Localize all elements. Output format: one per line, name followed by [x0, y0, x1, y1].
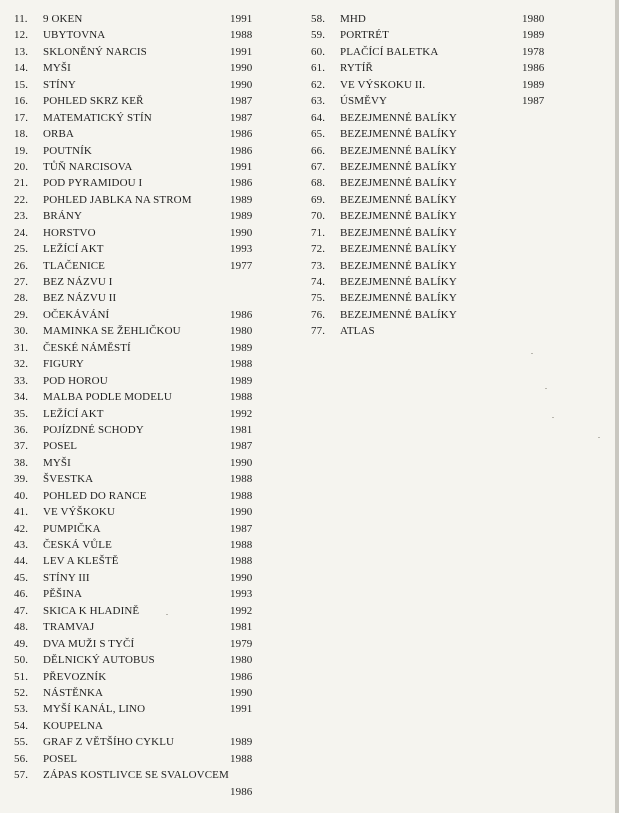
item-year: 1979 [230, 637, 253, 650]
list-item [14, 274, 284, 290]
list-item [14, 126, 284, 142]
list-item [14, 373, 284, 389]
item-year: 1990 [230, 571, 253, 584]
item-number: 18. [14, 128, 29, 141]
item-number: 41. [14, 506, 29, 519]
item-title: BEZEJMENNÉ BALÍKY [340, 259, 457, 272]
item-title: PORTRÉT [340, 29, 389, 42]
list-item [311, 274, 551, 290]
item-title: BEZEJMENNÉ BALÍKY [340, 160, 457, 173]
list-item [311, 241, 551, 257]
list-item [14, 586, 284, 602]
item-number: 74. [311, 276, 326, 288]
item-year: 1987 [230, 522, 253, 535]
item-title: PLAČÍCÍ BALETKA [340, 45, 439, 58]
list-item [311, 307, 551, 323]
item-title: BEZEJMENNÉ BALÍKY [340, 193, 457, 206]
item-number: 61. [311, 62, 326, 75]
item-number: 67. [311, 160, 326, 173]
item-number: 70. [311, 210, 326, 223]
item-title: NÁSTĚNKA [43, 686, 104, 699]
list-item [14, 488, 284, 504]
item-number: 43. [14, 539, 29, 551]
item-title: ORBA [43, 128, 74, 141]
item-title: ČESKÁ VŮLE [43, 539, 112, 551]
item-title: BEZEJMENNÉ BALÍKY [340, 276, 457, 288]
item-title: POHLED DO RANCE [43, 489, 147, 502]
item-title: ÚSMĚVY [340, 95, 388, 108]
item-title: TRAMVAJ [43, 621, 95, 634]
list-item [14, 143, 284, 159]
item-title: LEV A KLEŠTĚ [43, 555, 119, 568]
list-item [14, 455, 284, 471]
item-number: 16. [14, 95, 29, 108]
list-item [14, 504, 284, 520]
list-item [311, 93, 551, 109]
item-number: 35. [14, 407, 29, 420]
list-item [311, 143, 551, 159]
item-number: 55. [14, 736, 29, 749]
item-title: PĚŠINA [43, 588, 83, 601]
list-item [14, 208, 284, 224]
list-item [14, 438, 284, 454]
item-year: 1993 [230, 588, 253, 601]
item-title: BEZEJMENNÉ BALÍKY [340, 128, 457, 141]
item-title: MAMINKA SE ŽEHLIČKOU [43, 325, 181, 338]
item-year: 1981 [230, 423, 253, 436]
item-number: 38. [14, 456, 29, 469]
list-item [14, 77, 284, 93]
item-year: 1988 [230, 555, 253, 568]
item-year: 1989 [230, 193, 253, 206]
list-item [14, 323, 284, 339]
list-item [311, 27, 551, 43]
item-number: 53. [14, 703, 29, 716]
item-title: ŠVESTKA [43, 473, 94, 486]
list-item [311, 110, 551, 126]
item-number: 59. [311, 29, 326, 42]
list-item [311, 60, 551, 76]
item-title: MYŠI [43, 62, 71, 75]
item-number: 17. [14, 111, 29, 124]
item-number: 29. [14, 308, 29, 321]
item-number: 72. [311, 243, 326, 256]
list-item [14, 356, 284, 372]
item-number: 36. [14, 423, 29, 436]
item-year: 1991 [230, 703, 253, 716]
item-number: 66. [311, 144, 326, 157]
item-number: 20. [14, 160, 29, 173]
list-item [14, 389, 284, 405]
list-item [14, 225, 284, 241]
item-year: 1978 [522, 45, 545, 58]
item-number: 11. [14, 13, 28, 25]
item-number: 69. [311, 193, 326, 206]
item-title: BEZ NÁZVU I [43, 276, 113, 288]
item-year: 1989 [230, 341, 253, 354]
item-year: 1991 [230, 160, 253, 173]
list-item [14, 619, 284, 635]
item-title: MYŠÍ KANÁL, LINO [43, 703, 146, 716]
list-item [14, 175, 284, 191]
item-number: 71. [311, 226, 326, 239]
item-title: BRÁNY [43, 210, 83, 223]
list-item [311, 290, 551, 306]
list-item [14, 60, 284, 76]
item-number: 44. [14, 555, 29, 568]
item-year: 1989 [230, 374, 253, 387]
item-number: 65. [311, 128, 326, 141]
item-year: 1990 [230, 62, 253, 75]
item-title: POUTNÍK [43, 144, 92, 157]
item-title: BEZEJMENNÉ BALÍKY [340, 177, 457, 190]
item-title: ZÁPAS KOSTLIVCE SE SVALOVCEM [43, 769, 229, 782]
item-title: BEZ NÁZVU II [43, 292, 117, 305]
list-item [311, 323, 551, 339]
item-title: HORSTVO [43, 226, 96, 239]
list-item [14, 751, 284, 767]
item-number: 52. [14, 686, 29, 699]
paper-speck [545, 388, 547, 389]
item-title: POHLED SKRZ KEŘ [43, 95, 144, 108]
item-title: MATEMATICKÝ STÍN [43, 111, 152, 124]
item-year: 1981 [230, 621, 253, 634]
item-title: BEZEJMENNÉ BALÍKY [340, 111, 457, 124]
item-year: 1986 [230, 670, 253, 683]
item-title: POD HOROU [43, 374, 108, 387]
item-number: 64. [311, 111, 326, 124]
item-number: 39. [14, 473, 29, 486]
item-number: 60. [311, 45, 326, 58]
paper-speck [552, 417, 554, 418]
item-number: 68. [311, 177, 326, 190]
item-title: KOUPELNA [43, 719, 104, 732]
list-item [14, 553, 284, 569]
list-item [14, 422, 284, 438]
item-title: MHD [340, 13, 366, 25]
list-item [14, 93, 284, 109]
item-title: STÍNY [43, 78, 76, 91]
list-item [14, 685, 284, 701]
item-number: 45. [14, 571, 29, 584]
list-item [14, 192, 284, 208]
item-title: MYŠI [43, 456, 71, 469]
list-item [14, 636, 284, 652]
item-year: 1989 [522, 29, 545, 42]
item-title: RYTÍŘ [340, 62, 373, 75]
item-number: 22. [14, 193, 29, 206]
item-number: 12. [14, 29, 29, 42]
item-year: 1990 [230, 456, 253, 469]
item-title: BEZEJMENNÉ BALÍKY [340, 243, 457, 256]
list-item [14, 570, 284, 586]
item-title: MALBA PODLE MODELU [43, 391, 172, 404]
item-number: 48. [14, 621, 29, 634]
item-year: 1987 [522, 95, 545, 108]
list-item [14, 718, 284, 734]
item-year: 1987 [230, 111, 253, 124]
item-year: 1989 [230, 210, 253, 223]
item-year: 1988 [230, 358, 253, 371]
item-title: BEZEJMENNÉ BALÍKY [340, 308, 457, 321]
list-item [14, 290, 284, 306]
list-item [14, 471, 284, 487]
item-year: 1988 [230, 489, 253, 502]
item-number: 42. [14, 522, 29, 535]
list-item [14, 44, 284, 60]
artwork-list-right [311, 11, 551, 340]
item-title: BEZEJMENNÉ BALÍKY [340, 226, 457, 239]
list-item [14, 241, 284, 257]
item-number: 47. [14, 604, 29, 617]
item-number: 75. [311, 292, 326, 305]
item-number: 50. [14, 654, 29, 667]
list-item [14, 537, 284, 553]
item-title: POSEL [43, 752, 78, 765]
item-number: 14. [14, 62, 29, 75]
item-year: 1991 [230, 13, 253, 25]
item-title: POHLED JABLKA NA STROM [43, 193, 192, 206]
item-year: 1990 [230, 226, 253, 239]
list-item [311, 77, 551, 93]
item-year: 1991 [230, 45, 253, 58]
item-number: 63. [311, 95, 326, 108]
item-number: 15. [14, 78, 29, 91]
item-title: TLAČENICE [43, 259, 106, 272]
item-year: 1986 [230, 128, 253, 141]
item-number: 27. [14, 276, 29, 288]
item-title: DVA MUŽI S TYČÍ [43, 637, 135, 650]
list-item [311, 126, 551, 142]
item-number: 57. [14, 769, 29, 782]
item-title: ATLAS [340, 325, 375, 338]
list-item [14, 603, 284, 619]
item-title: POJÍZDNÉ SCHODY [43, 423, 144, 436]
item-title: FIGURY [43, 358, 84, 371]
item-title: DĚLNICKÝ AUTOBUS [43, 654, 155, 667]
item-year: 1986 [522, 62, 545, 75]
item-title: PUMPIČKA [43, 522, 101, 535]
item-title: LEŽÍCÍ AKT [43, 243, 104, 256]
item-title: SKLONĚNÝ NARCIS [43, 45, 147, 58]
page-edge-shadow [615, 0, 619, 813]
list-item [311, 11, 551, 27]
item-title: ČESKÉ NÁMĚSTÍ [43, 341, 131, 354]
list-item [14, 701, 284, 717]
item-year: 1993 [230, 243, 253, 256]
artwork-list-left [14, 11, 284, 800]
item-number: 37. [14, 440, 29, 453]
item-number: 58. [311, 13, 326, 25]
item-year: 1990 [230, 78, 253, 91]
item-year: 1988 [230, 752, 253, 765]
list-item [14, 521, 284, 537]
item-year: 1988 [230, 391, 253, 404]
paper-speck [166, 614, 168, 615]
item-year: 1988 [230, 539, 253, 551]
item-number: 24. [14, 226, 29, 239]
item-year: 1988 [230, 473, 253, 486]
item-title: PŘEVOZNÍK [43, 670, 107, 683]
item-year: 1977 [230, 259, 253, 272]
list-item [311, 159, 551, 175]
item-number: 49. [14, 637, 29, 650]
item-number: 28. [14, 292, 29, 305]
item-number: 51. [14, 670, 29, 683]
paper-speck [531, 353, 533, 354]
item-number: 62. [311, 78, 326, 91]
list-item [311, 175, 551, 191]
item-title: OČEKÁVÁNÍ [43, 308, 110, 321]
list-item [311, 258, 551, 274]
list-item [311, 192, 551, 208]
list-item [14, 110, 284, 126]
list-item [14, 11, 284, 27]
item-number: 31. [14, 341, 29, 354]
item-number: 76. [311, 308, 326, 321]
item-year: 1990 [230, 686, 253, 699]
list-item [14, 307, 284, 323]
item-title: STÍNY III [43, 571, 90, 584]
item-title: BEZEJMENNÉ BALÍKY [340, 144, 457, 157]
item-number: 23. [14, 210, 29, 223]
item-title: SKICA K HLADINĚ [43, 604, 140, 617]
item-year: 1986 [230, 144, 253, 157]
item-title: GRAF Z VĚTŠÍHO CYKLU [43, 736, 175, 749]
item-number: 21. [14, 177, 29, 190]
item-year: 1987 [230, 95, 253, 108]
item-title: LEŽÍCÍ AKT [43, 407, 104, 420]
item-number: 77. [311, 325, 326, 338]
item-year: 1980 [230, 654, 253, 667]
item-year: 1986 [230, 785, 253, 798]
list-item [14, 767, 284, 800]
item-year: 1986 [230, 308, 253, 321]
item-number: 26. [14, 259, 29, 272]
item-year: 1987 [230, 440, 253, 453]
list-item [311, 44, 551, 60]
item-year: 1980 [230, 325, 253, 338]
item-number: 13. [14, 45, 29, 58]
item-number: 46. [14, 588, 29, 601]
item-number: 33. [14, 374, 29, 387]
item-year: 1989 [230, 736, 253, 749]
list-item [14, 27, 284, 43]
item-year: 1992 [230, 604, 253, 617]
item-year: 1986 [230, 177, 253, 190]
item-number: 73. [311, 259, 326, 272]
list-item [14, 406, 284, 422]
item-number: 25. [14, 243, 29, 256]
item-title: UBYTOVNA [43, 29, 106, 42]
item-title: POD PYRAMIDOU I [43, 177, 143, 190]
list-item [14, 159, 284, 175]
item-number: 32. [14, 358, 29, 371]
item-title: BEZEJMENNÉ BALÍKY [340, 210, 457, 223]
item-year: 1992 [230, 407, 253, 420]
item-title: VE VÝSKOKU II. [340, 78, 426, 91]
item-title: VE VÝŠKOKU [43, 506, 115, 519]
list-item [14, 734, 284, 750]
item-year: 1990 [230, 506, 253, 519]
item-number: 30. [14, 325, 29, 338]
list-item [14, 669, 284, 685]
item-title: 9 OKEN [43, 13, 83, 25]
item-year: 1988 [230, 29, 253, 42]
item-number: 19. [14, 144, 29, 157]
item-title: BEZEJMENNÉ BALÍKY [340, 292, 457, 305]
item-year: 1989 [522, 78, 545, 91]
item-number: 56. [14, 752, 29, 765]
item-number: 40. [14, 489, 29, 502]
item-number: 34. [14, 391, 29, 404]
item-year: 1980 [522, 13, 545, 25]
item-title: POSEL [43, 440, 78, 453]
list-item [311, 208, 551, 224]
list-item [311, 225, 551, 241]
item-title: TŮŇ NARCISOVA [43, 160, 133, 173]
item-number: 54. [14, 719, 29, 732]
paper-speck [598, 437, 600, 438]
list-item [14, 340, 284, 356]
list-item [14, 258, 284, 274]
list-item [14, 652, 284, 668]
